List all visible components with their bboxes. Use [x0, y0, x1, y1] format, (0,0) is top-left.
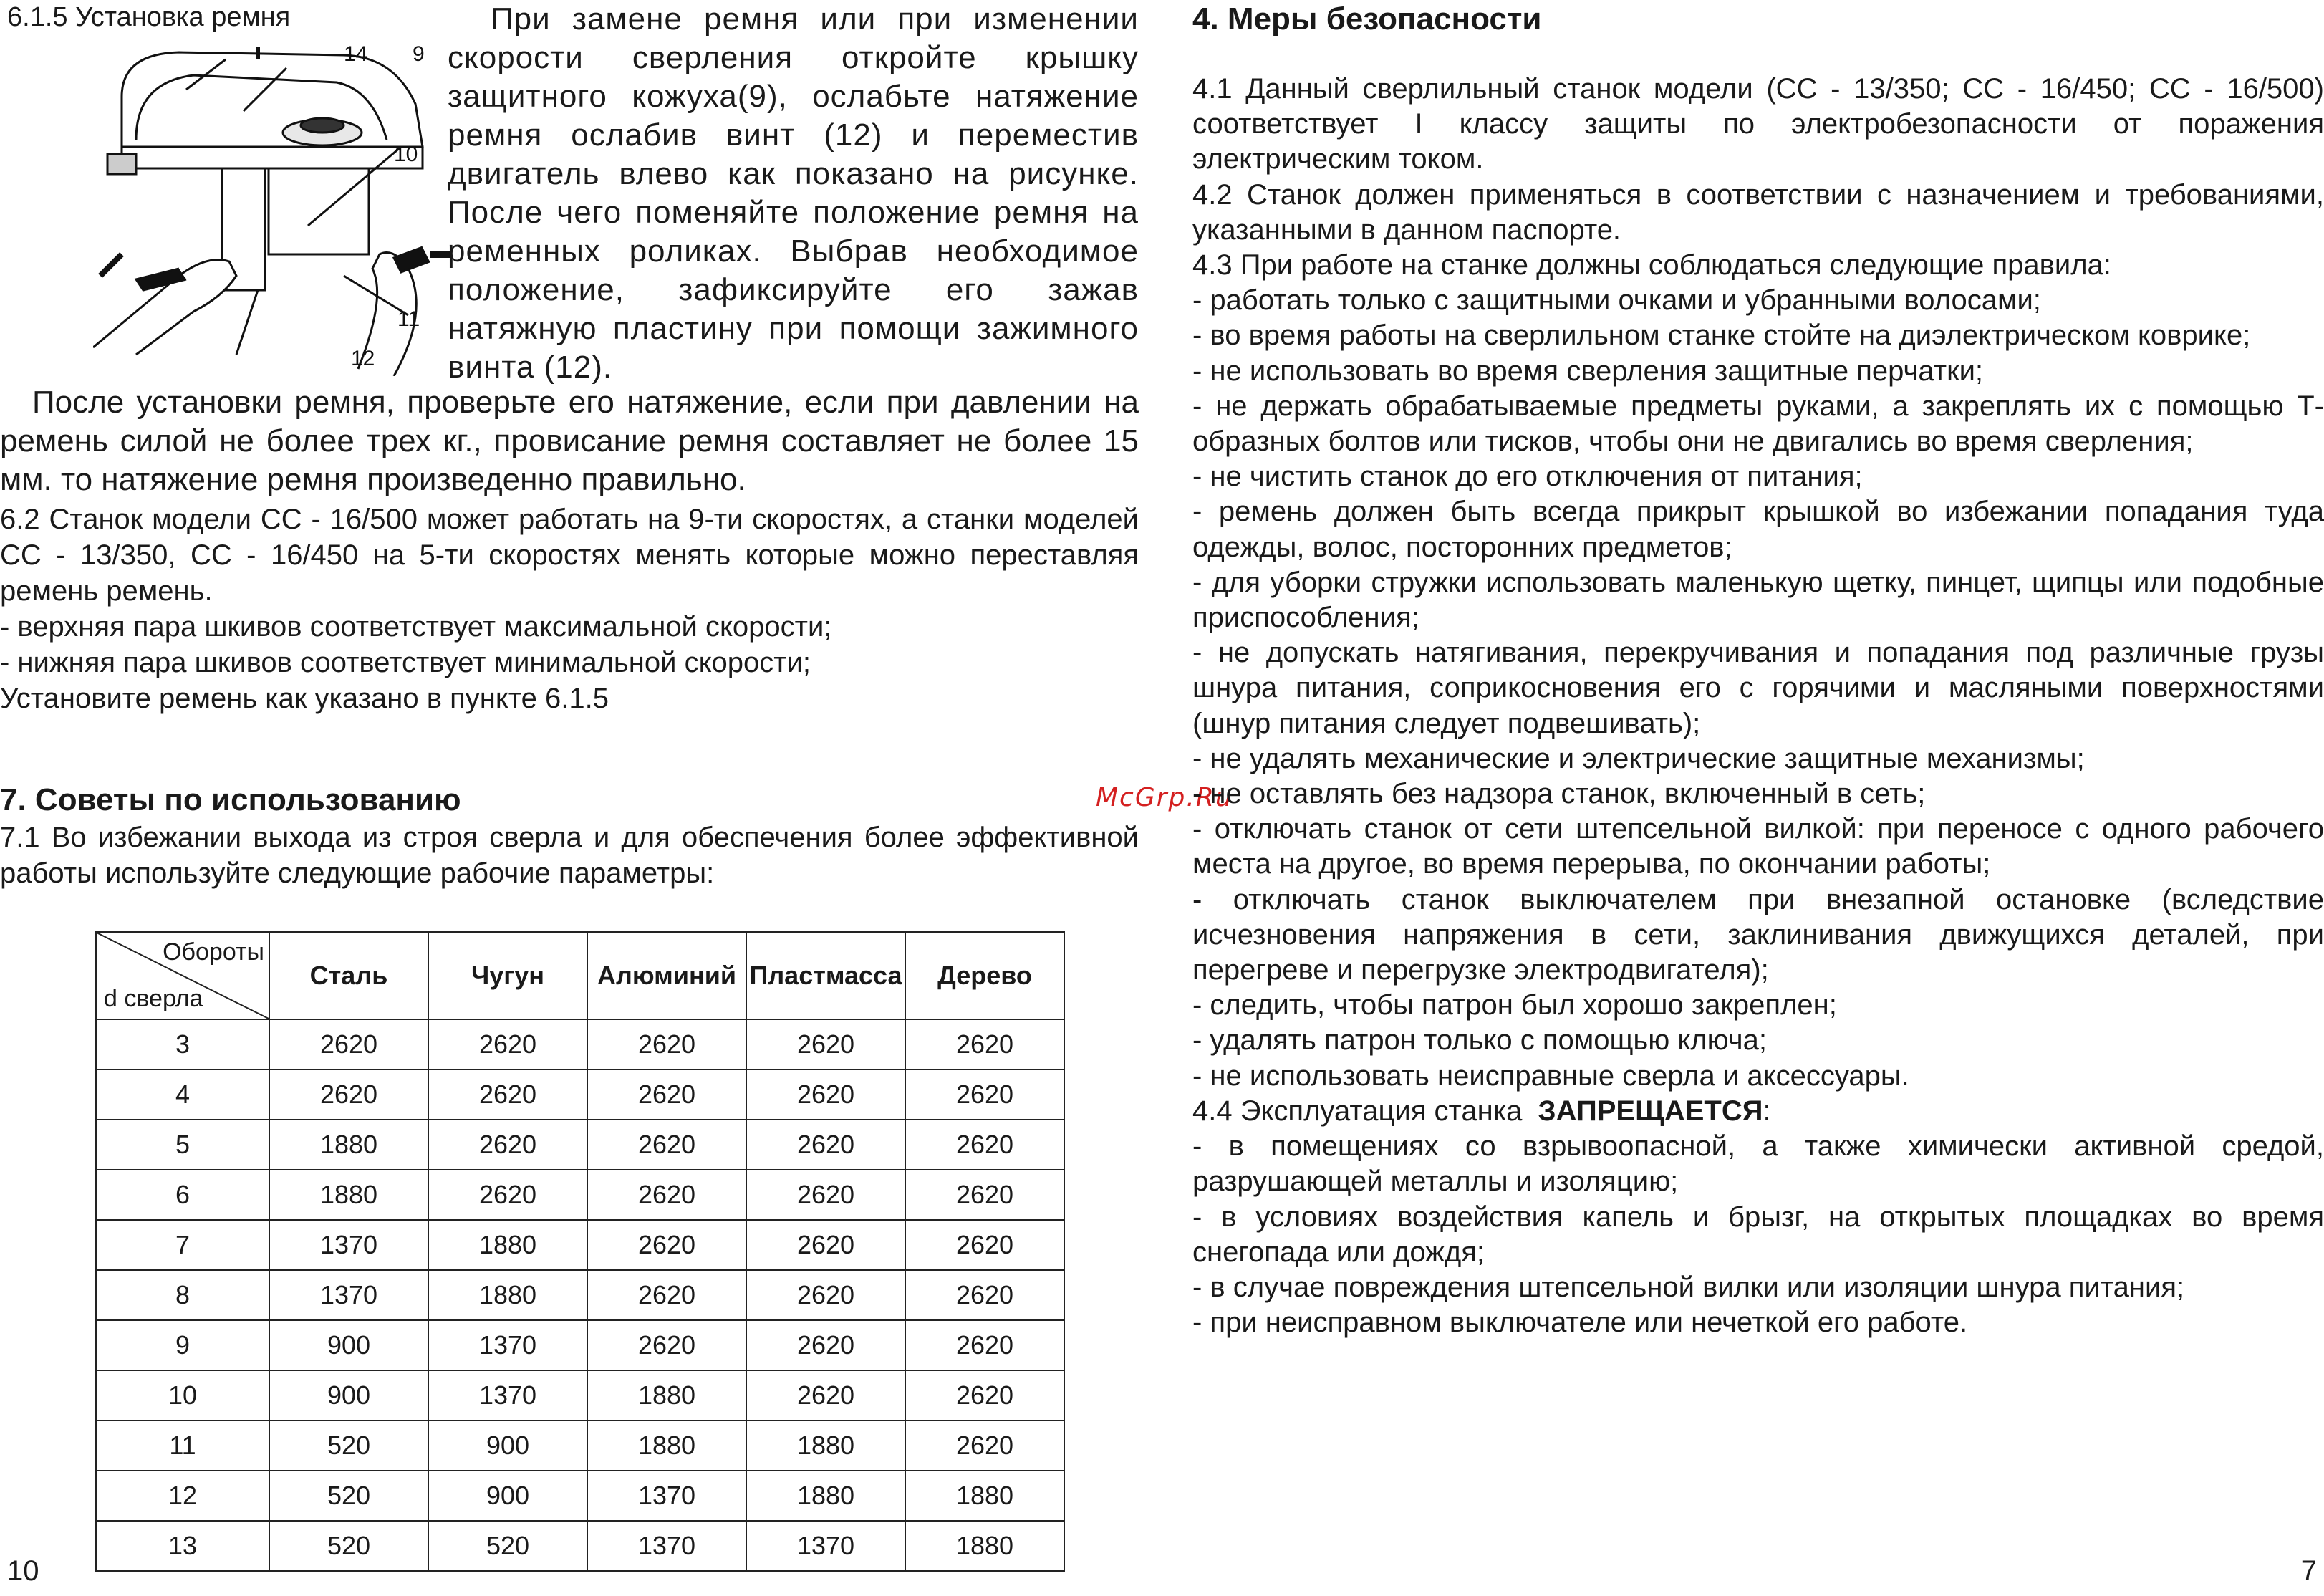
left-page [0, 0, 1146, 1596]
safety-rule-item: 4.3 При работе на станке должны соблюдаться следующие правила: [1192, 249, 2111, 282]
table-row [96, 1120, 1064, 1170]
section-7 [0, 781, 1139, 891]
table-row [96, 1320, 1064, 1370]
figure-label-9: 9 [413, 42, 425, 66]
safety-rule-item: - отключать станок от сети штепсельной вилкой: при переносе с одного рабочего места на другое, во время перерыва, по окончании работы; [1192, 813, 2324, 880]
figure-label-11: 11 [397, 307, 420, 331]
drill-diameter-cell: 11 [96, 1420, 269, 1471]
drill-diameter-cell: 13 [96, 1521, 269, 1571]
table-header-row [96, 932, 1064, 1019]
rpm-cell: 2620 [587, 1069, 746, 1120]
section-6-2-p2: - верхняя пара шкивов соответствует максимальной скорости; [0, 611, 832, 643]
rpm-cell: 900 [269, 1370, 428, 1420]
safety-items [1192, 72, 2324, 1094]
drill-diameter-cell: 3 [96, 1019, 269, 1069]
section-6-1-5-title: 6.1.5 Установка ремня [7, 2, 291, 32]
rpm-cell: 1880 [269, 1120, 428, 1170]
rpm-cell: 2620 [746, 1120, 905, 1170]
rpm-cell: 900 [269, 1320, 428, 1370]
rpm-cell: 520 [269, 1420, 428, 1471]
rpm-cell: 2620 [746, 1270, 905, 1320]
prohibited-items [1192, 1129, 2324, 1340]
header-plastic: Пластмасса [746, 932, 905, 1019]
table-row [96, 1521, 1064, 1571]
safety-rule-item: - работать только с защитными очками и убранными волосами; [1192, 284, 2041, 317]
rpm-cell: 2620 [905, 1019, 1064, 1069]
rpm-cell: 2620 [428, 1019, 587, 1069]
rpm-cell: 2620 [269, 1019, 428, 1069]
rpm-cell: 1880 [905, 1521, 1064, 1571]
watermark: McGrp.Ru [1096, 783, 1233, 812]
table-row [96, 1019, 1064, 1069]
rpm-cell: 2620 [587, 1320, 746, 1370]
rpm-cell: 2620 [587, 1019, 746, 1069]
rpm-cell: 2620 [905, 1270, 1064, 1320]
safety-rule-item: - не оставлять без надзора станок, включенный в сеть; [1192, 778, 1926, 810]
rpm-cell: 2620 [905, 1420, 1064, 1471]
table-row [96, 1069, 1064, 1120]
header-cast-iron: Чугун [428, 932, 587, 1019]
rpm-cell: 2620 [905, 1320, 1064, 1370]
rpm-cell: 520 [269, 1521, 428, 1571]
table-row [96, 1170, 1064, 1220]
section-7-title: 7. Советы по использованию [0, 782, 461, 817]
rpm-cell: 2620 [269, 1069, 428, 1120]
rpm-cell: 1370 [587, 1521, 746, 1571]
safety-rule-item: - в помещениях со взрывоопасной, а также химически активной средой, разрушающей металлы и изоляцию; [1192, 1130, 2324, 1198]
drill-diameter-cell: 12 [96, 1471, 269, 1521]
header-aluminum: Алюминий [587, 932, 746, 1019]
rpm-cell: 2620 [746, 1320, 905, 1370]
table-row [96, 1370, 1064, 1420]
figure-label-14: 14 [344, 42, 368, 66]
rpm-cell: 1370 [587, 1471, 746, 1521]
rpm-cell: 2620 [587, 1220, 746, 1270]
rpm-cell: 1370 [269, 1270, 428, 1320]
belt-tension-block [0, 383, 1139, 499]
rpm-cell: 2620 [587, 1170, 746, 1220]
rpm-cell: 2620 [746, 1170, 905, 1220]
safety-rule-item: - в случае повреждения штепсельной вилки или изоляции шнура питания; [1192, 1271, 2185, 1303]
section-6-2 [0, 501, 1139, 716]
safety-rules-body [1192, 72, 2324, 1340]
belt-installation-figure [93, 39, 451, 376]
corner-rpm-label: Обороты [163, 938, 264, 966]
safety-rule-item: - во время работы на сверлильном станке стойте на диэлектрическом коврике; [1192, 319, 2251, 352]
rpm-cell: 1880 [905, 1471, 1064, 1521]
safety-rule-item: 4.1 Данный сверлильный станок модели (СС - 13/350; СС - 16/450; СС - 16/500) соответствует I классу защиты по электробезопасности от поражения электрическим током. [1192, 73, 2324, 176]
rpm-cell: 2620 [905, 1120, 1064, 1170]
header-wood: Дерево [905, 932, 1064, 1019]
drill-diameter-cell: 6 [96, 1170, 269, 1220]
section-6-2-p4: Установите ремень как указано в пункте 6.1.5 [0, 683, 609, 714]
figure-label-10: 10 [394, 143, 418, 166]
rpm-cell: 2620 [905, 1220, 1064, 1270]
safety-rule-item: - не допускать натягивания, перекручивания и попадания под различные грузы шнура питания, соприкосновения его с горячими и масляными поверхностями (шнур питания следует подвешивать); [1192, 637, 2324, 739]
safety-rule-item: - отключать станок выключателем при внезапной остановке (вследствие исчезновения напряжения в сети, заклинивания движущихся деталей, при перегреве и перегрузке электродвигателя); [1192, 883, 2324, 986]
table-row [96, 1420, 1064, 1471]
rpm-cell: 900 [428, 1420, 587, 1471]
rpm-cell: 1880 [269, 1170, 428, 1220]
table-row [96, 1270, 1064, 1320]
rpm-cell: 1880 [746, 1471, 905, 1521]
drill-diameter-cell: 9 [96, 1320, 269, 1370]
rpm-cell: 2620 [746, 1370, 905, 1420]
rpm-cell: 1370 [269, 1220, 428, 1270]
section-6-2-p3: - нижняя пара шкивов соответствует минимальной скорости; [0, 647, 811, 678]
rpm-cell: 2620 [428, 1069, 587, 1120]
section-4-title: 4. Меры безопасности [1192, 1, 1542, 37]
rpm-cell: 2620 [587, 1270, 746, 1320]
drill-diameter-cell: 8 [96, 1270, 269, 1320]
rpm-cell: 2620 [905, 1170, 1064, 1220]
rpm-cell: 2620 [905, 1069, 1064, 1120]
rpm-cell: 1880 [587, 1370, 746, 1420]
corner-diameter-label: d сверла [104, 985, 203, 1012]
section-6-1-5-text: При замене ремня или при изменении скорости сверления откройте крышку защитного кожуха(9), ослабьте натяжение ремня ослабив винт (12) и переместив двигатель влево как показано на рисунке. После чего поменяйте положение ремня на ременных роликах. Выбрав необходимое положение, зафиксируйте его зажав натяжную пластину при помощи зажимного винта (12). [448, 1, 1139, 385]
table-row [96, 1471, 1064, 1521]
table-body [96, 1019, 1064, 1571]
drill-diameter-cell: 10 [96, 1370, 269, 1420]
drill-diameter-cell: 5 [96, 1120, 269, 1170]
section-4-4-heading: 4.4 Эксплуатация станка ЗАПРЕЩАЕТСЯ: [1192, 1095, 1771, 1127]
rpm-cell: 1880 [428, 1270, 587, 1320]
safety-rule-item: - ремень должен быть всегда прикрыт крышкой во избежании попадания туда одежды, волос, посторонних предметов; [1192, 496, 2324, 563]
rpm-cell: 2620 [746, 1069, 905, 1120]
section-6-2-p1: 6.2 Станок модели СС - 16/500 может работать на 9-ти скоростях, а станки моделей СС - 13/350, СС - 16/450 на 5-ти скоростях менять которые можно переставляя ремень ремень. [0, 504, 1139, 607]
rpm-cell: 1370 [428, 1370, 587, 1420]
rpm-cell: 2620 [428, 1120, 587, 1170]
rpm-cell: 2620 [428, 1170, 587, 1220]
rpm-cell: 1370 [428, 1320, 587, 1370]
rpm-cell: 1880 [587, 1420, 746, 1471]
header-steel: Сталь [269, 932, 428, 1019]
rpm-cell: 2620 [746, 1019, 905, 1069]
belt-tension-text: После установки ремня, проверьте его натяжение, если при давлении на ремень силой не более трех кг., провисание ремня составляет не более 15 мм. то натяжение ремня произведенно правильно. [0, 385, 1139, 497]
rpm-cell: 520 [269, 1471, 428, 1521]
safety-rule-item: - не чистить станок до его отключения от питания; [1192, 461, 1863, 493]
safety-rule-item: - не использовать неисправные сверла и аксессуары. [1192, 1059, 1909, 1092]
table-row [96, 1220, 1064, 1270]
rpm-cell: 900 [428, 1471, 587, 1521]
rpm-cell: 2620 [905, 1370, 1064, 1420]
safety-rule-item: - удалять патрон только с помощью ключа; [1192, 1024, 1767, 1057]
safety-rule-item: - следить, чтобы патрон был хорошо закреплен; [1192, 989, 1837, 1021]
rpm-cell: 1880 [746, 1420, 905, 1471]
figure-label-12: 12 [351, 347, 375, 370]
safety-rule-item: - в условиях воздействия капель и брызг, на открытых площадках во время снегопада или дождя; [1192, 1201, 2324, 1268]
rpm-cell: 1880 [428, 1220, 587, 1270]
rpm-cell: 2620 [746, 1220, 905, 1270]
right-page [1189, 0, 2324, 1596]
right-page-number: 7 [2300, 1555, 2317, 1587]
safety-rule-item: - при неисправном выключателе или нечеткой его работе. [1192, 1307, 1968, 1339]
table-corner-cell [96, 932, 269, 1019]
left-page-number: 10 [7, 1555, 39, 1587]
safety-rule-item: - не использовать во время сверления защитные перчатки; [1192, 355, 1984, 387]
drill-diameter-cell: 4 [96, 1069, 269, 1120]
safety-rule-item: - не удалять механические и электрические защитные механизмы; [1192, 742, 2085, 774]
rpm-cell: 520 [428, 1521, 587, 1571]
rpm-cell: 2620 [587, 1120, 746, 1170]
safety-rule-item: - для уборки стружки использовать маленькую щетку, пинцет, щипцы или подобные приспособления; [1192, 566, 2324, 634]
drill-diameter-cell: 7 [96, 1220, 269, 1270]
safety-rule-item: - не держать обрабатываемые предметы руками, а закреплять их с помощью Т-образных болтов или тисков, чтобы они не двигались во время сверления; [1192, 390, 2324, 458]
section-7-1-text: 7.1 Во избежании выхода из строя сверла и для обеспечения более эффективной работы используйте следующие рабочие параметры: [0, 822, 1139, 889]
rpm-cell: 1370 [746, 1521, 905, 1571]
safety-rule-item: 4.2 Станок должен применяться в соответствии с назначением и требованиями, указанными в данном паспорте. [1192, 178, 2324, 246]
drill-speed-table [95, 931, 1065, 1572]
